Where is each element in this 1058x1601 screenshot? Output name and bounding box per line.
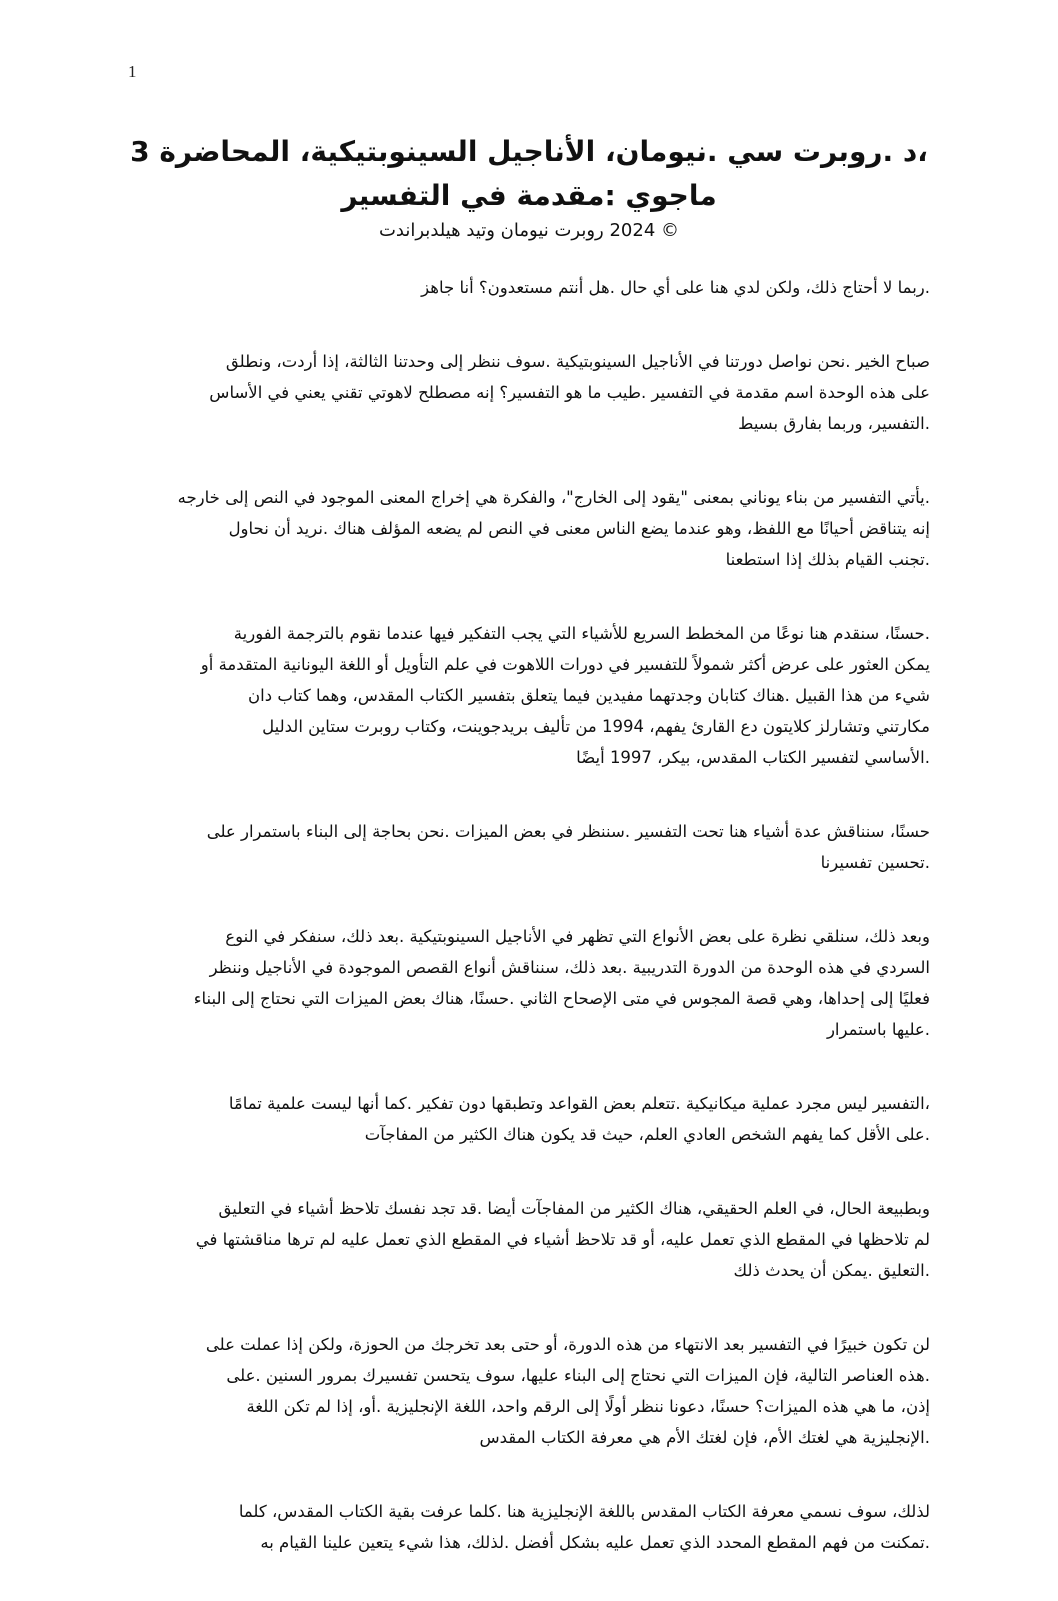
title-block [130, 130, 928, 246]
paragraph-4 [136, 618, 930, 773]
paragraph-9 [136, 1329, 930, 1453]
title-line-2: ماجوي :مقدمة في التفسير [341, 179, 717, 212]
paragraph-line: .تجنب القيام بذلك إذا استطعنا [725, 550, 930, 569]
paragraph-7 [136, 1088, 930, 1150]
paragraph-line: إنه يتناقض أحيانًا مع اللفظ، وهو عندما يضع الناس معنى في النص لم يضعه المؤلف هناك .نريد أن نحاول [228, 519, 930, 538]
paragraph-line: السردي في هذه الوحدة من الدورة التدريبية .بعد ذلك، سنناقش أنواع القصص الموجودة في الأناجيل وننظر [209, 958, 930, 977]
paragraph-3 [136, 482, 930, 575]
paragraph-line: .تمكنت من فهم المقطع المحدد الذي تعمل عليه بشكل أفضل .لذلك، هذا شيء يتعين علينا القيام به [260, 1533, 930, 1552]
paragraph-6 [136, 921, 930, 1045]
paragraph-line: وبعد ذلك، سنلقي نظرة على بعض الأنواع التي تظهر في الأناجيل السينوبتيكية .بعد ذلك، سنفكر في النوع [225, 927, 930, 946]
title-line-1: ،د .روبرت سي .نيومان، الأناجيل السينوبتيكية، المحاضرة 3 [130, 135, 928, 168]
paragraph-2 [136, 346, 930, 439]
paragraph-line: لذلك، سوف نسمي معرفة الكتاب المقدس باللغة الإنجليزية هنا .كلما عرفت بقية الكتاب المقدس، كلما [238, 1502, 930, 1521]
paragraph-line: .على الأقل كما يفهم الشخص العادي العلم، حيث قد يكون هناك الكثير من المفاجآت [364, 1125, 930, 1144]
paragraph-line: حسنًا، سنناقش عدة أشياء هنا تحت التفسير .سننظر في بعض الميزات .نحن بحاجة إلى البناء باستمرار على [206, 822, 930, 841]
paragraph-line: لم تلاحظها في المقطع الذي تعمل عليه، أو قد تلاحظ أشياء في المقطع الذي تعمل عليه لم ترها مناقشتها في [195, 1230, 930, 1249]
paragraph-line: .يأتي التفسير من بناء يوناني بمعنى "يقود إلى الخارج"، والفكرة هي إخراج المعنى الموجود في النص إلى خارجه [177, 488, 930, 507]
paragraph-10 [136, 1496, 930, 1558]
paragraph-line: صباح الخير .نحن نواصل دورتنا في الأناجيل السينوبتيكية .سوف ننظر إلى وحدتنا الثالثة، إذا أردت، ونطلق [225, 352, 930, 371]
paragraph-line: .الأساسي لتفسير الكتاب المقدس، بيكر، 1997 أيضًا [576, 748, 930, 767]
paragraph-line: لن تكون خبيرًا في التفسير بعد الانتهاء من هذه الدورة، أو حتى بعد تخرجك من الحوزة، ولكن إذا عملت على [205, 1335, 930, 1354]
paragraph-line: .عليها باستمرار [826, 1020, 930, 1039]
paragraph-line: .التعليق .يمكن أن يحدث ذلك [733, 1261, 930, 1280]
paragraph-line: وبطبيعة الحال، في العلم الحقيقي، هناك الكثير من المفاجآت أيضا .قد تجد نفسك تلاحظ أشياء في التعليق [218, 1199, 930, 1218]
paragraph-8 [136, 1193, 930, 1286]
body-text [136, 272, 930, 1601]
paragraph-5 [136, 816, 930, 878]
page-number: 1 [128, 62, 137, 81]
paragraph-line: .هذه العناصر التالية، فإن الميزات التي نحتاج إلى البناء عليها، سوف يتحسن تفسيرك بمرور السنين .على [226, 1366, 930, 1385]
paragraph-line: .تحسين تفسيرنا [820, 853, 930, 872]
paragraph-line: على هذه الوحدة اسم مقدمة في التفسير .طيب ما هو التفسير؟ إنه مصطلح لاهوتي تقني يعني في الأساس [209, 383, 930, 402]
paragraph-line: فعليًا إلى إحداها، وهي قصة المجوس في متى الإصحاح الثاني .حسنًا، هناك بعض الميزات التي نحتاج إلى البناء [193, 989, 930, 1008]
copyright-notice: © 2024 روبرت نيومان وتيد هيلدبراندت [378, 220, 680, 241]
paragraph-line: مكارتني وتشارلز كلايتون دع القارئ يفهم، 1994 من تأليف بريدجوينت، وكتاب روبرت ستاين الدليل [262, 717, 930, 736]
paragraph-line: .حسنًا، سنقدم هنا نوعًا من المخطط السريع للأشياء التي يجب التفكير فيها عندما نقوم بالترجمة الفورية [233, 624, 930, 643]
paragraph-1 [136, 272, 930, 303]
paragraph-line: .الإنجليزية هي لغتك الأم، فإن لغتك الأم هي معرفة الكتاب المقدس [479, 1428, 930, 1447]
paragraph-line: يمكن العثور على عرض أكثر شمولاً للتفسير في دورات اللاهوت في علم التأويل أو اللغة اليونانية المتقدمة أو [200, 655, 930, 674]
paragraph-line: .التفسير، وربما بفارق بسيط [738, 414, 930, 433]
paragraph-line: شيء من هذا القبيل .هناك كتابان وجدتهما مفيدين فيما يتعلق بتفسير الكتاب المقدس، وهما كتاب دان [248, 686, 930, 705]
paragraph-line: ،التفسير ليس مجرد عملية ميكانيكية .تتعلم بعض القواعد وتطبقها دون تفكير .كما أنها ليست علمية تمامًا [228, 1094, 930, 1113]
paragraph-line: إذن، ما هي هذه الميزات؟ حسنًا، دعونا ننظر أولًا إلى الرقم واحد، اللغة الإنجليزية .أو، إذا لم تكن اللغة [246, 1397, 930, 1416]
paragraph-line: .ربما لا أحتاج ذلك، ولكن لدي هنا على أي حال .هل أنتم مستعدون؟ أنا جاهز [421, 278, 930, 297]
